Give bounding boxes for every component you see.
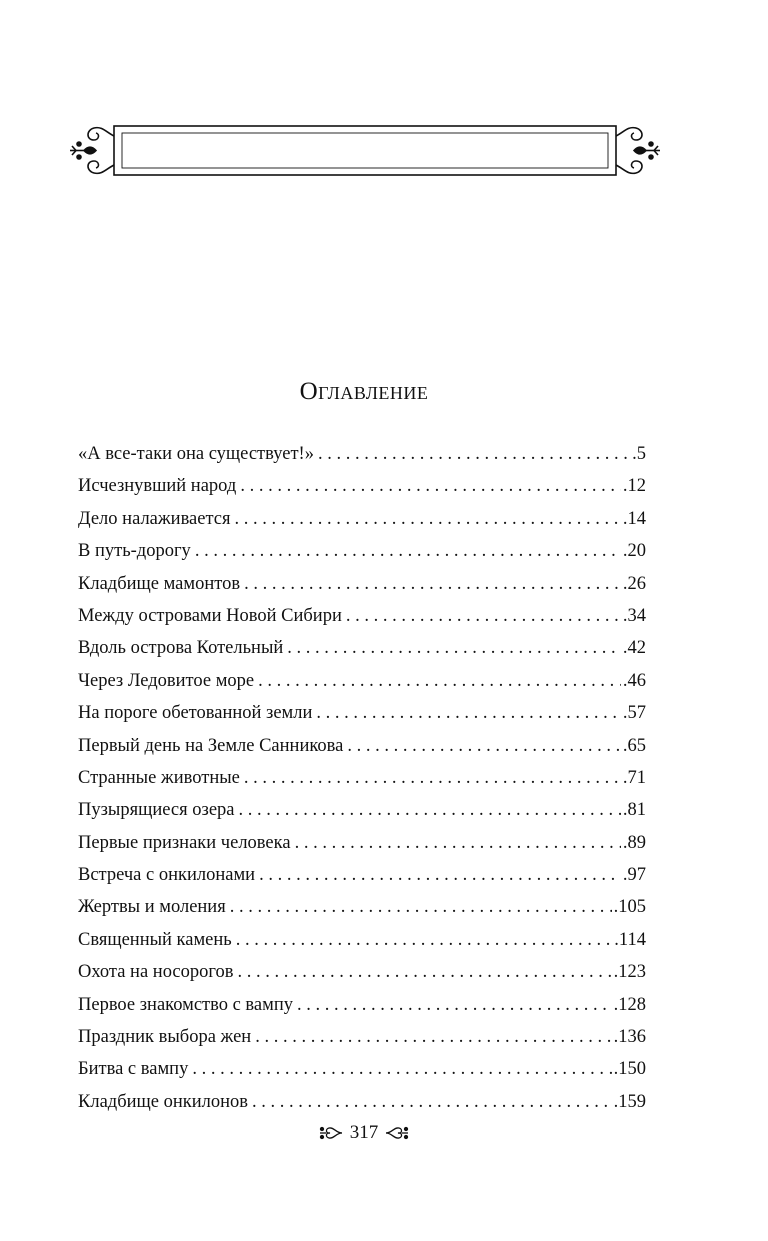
toc-entry-page: .81 bbox=[622, 800, 646, 821]
toc-entry-title: Охота на носорогов bbox=[78, 962, 234, 983]
toc-entry-title: Первый день на Земле Санникова bbox=[78, 735, 344, 756]
toc-entry-title: Исчезнувший народ bbox=[78, 476, 237, 497]
toc-entry[interactable] bbox=[78, 1053, 646, 1085]
toc-entry-page: .114 bbox=[614, 929, 646, 950]
toc-leader-dots bbox=[316, 697, 620, 729]
toc-entry[interactable] bbox=[78, 470, 646, 502]
toc-entry[interactable] bbox=[78, 535, 646, 567]
page-number: 317 bbox=[349, 1122, 379, 1143]
toc-entry-page: .46 bbox=[622, 670, 646, 691]
toc-leader-dots bbox=[239, 794, 621, 826]
toc-entry-title: Странные животные bbox=[78, 767, 240, 788]
toc-entry[interactable] bbox=[78, 859, 646, 891]
toc-entry-page: .71 bbox=[622, 767, 646, 788]
toc-leader-dots bbox=[244, 762, 621, 794]
toc-leader-dots bbox=[318, 438, 630, 470]
toc-entry-title: Кладбище мамонтов bbox=[78, 573, 241, 594]
toc-entry-title: В путь-дорогу bbox=[78, 541, 191, 562]
toc-entry[interactable] bbox=[78, 891, 646, 923]
toc-leader-dots bbox=[346, 600, 621, 632]
toc-entry-page: .34 bbox=[622, 605, 646, 626]
toc-entry-page: .65 bbox=[622, 735, 646, 756]
toc-entry-title: Первые признаки человека bbox=[78, 832, 291, 853]
toc-leader-dots bbox=[255, 1021, 611, 1053]
toc-entry-page: .42 bbox=[622, 638, 646, 659]
toc-entry[interactable] bbox=[78, 730, 646, 762]
toc-entry-title: Праздник выбора жен bbox=[78, 1027, 252, 1048]
toc-entry-title: Жертвы и моления bbox=[78, 897, 226, 918]
toc-entry-title: Встреча с онкилонами bbox=[78, 865, 256, 886]
toc-entry[interactable] bbox=[78, 956, 646, 988]
toc-entry-page: .123 bbox=[613, 962, 646, 983]
toc-leader-dots bbox=[236, 924, 613, 956]
toc-entry[interactable] bbox=[78, 503, 646, 535]
toc-entry[interactable] bbox=[78, 600, 646, 632]
toc-entry-page: .20 bbox=[622, 541, 646, 562]
toc-entry[interactable] bbox=[78, 568, 646, 600]
toc-entry-title: Дело налаживается bbox=[78, 508, 231, 529]
toc-entry-page: .89 bbox=[622, 832, 646, 853]
page-folio bbox=[0, 1122, 728, 1144]
toc-entry[interactable] bbox=[78, 438, 646, 470]
toc-entry-page: .12 bbox=[622, 476, 646, 497]
header-ornament-frame bbox=[66, 122, 664, 180]
toc-entry-title: Вдоль острова Котельный bbox=[78, 638, 284, 659]
toc-entry-title: «А все-таки она существует!» bbox=[78, 444, 314, 464]
toc-entry-title: Между островами Новой Сибири bbox=[78, 605, 342, 626]
toc-entry[interactable] bbox=[78, 762, 646, 794]
toc-entry-title: На пороге обетованной земли bbox=[78, 703, 313, 724]
toc-entry-title: Битва с вампу bbox=[78, 1059, 189, 1080]
toc-leader-dots bbox=[192, 1053, 611, 1085]
toc-leader-dots bbox=[287, 632, 621, 664]
toc-entry-page: .105 bbox=[613, 897, 646, 918]
toc-entry-title: Кладбище онкилонов bbox=[78, 1091, 248, 1112]
fleuron-right-icon bbox=[384, 1123, 410, 1143]
toc-entry-page: .5 bbox=[632, 444, 646, 464]
toc-leader-dots bbox=[244, 568, 621, 600]
toc-leader-dots bbox=[295, 827, 621, 859]
fleuron-left-icon bbox=[318, 1123, 344, 1143]
toc-entry[interactable] bbox=[78, 924, 646, 956]
toc-entry-page: .136 bbox=[613, 1027, 646, 1048]
toc-entry[interactable] bbox=[78, 989, 646, 1021]
toc-entry[interactable] bbox=[78, 632, 646, 664]
toc-entry-page: .150 bbox=[613, 1059, 646, 1080]
toc-entry[interactable] bbox=[78, 697, 646, 729]
toc-entry-title: Священный камень bbox=[78, 929, 232, 950]
toc-leader-dots bbox=[252, 1086, 612, 1118]
toc-entry[interactable] bbox=[78, 827, 646, 859]
toc-entry-page: .14 bbox=[622, 508, 646, 529]
toc-entry-page: .26 bbox=[622, 573, 646, 594]
toc-entry-page: .97 bbox=[622, 865, 646, 886]
toc-leader-dots bbox=[195, 535, 621, 567]
toc-entry[interactable] bbox=[78, 794, 646, 826]
toc-leader-dots bbox=[237, 956, 611, 988]
page-title: Оглавление bbox=[299, 378, 429, 405]
toc-entry-title: Первое знакомство с вампу bbox=[78, 994, 293, 1015]
toc-leader-dots bbox=[347, 730, 621, 762]
toc-entry[interactable] bbox=[78, 665, 646, 697]
toc-leader-dots bbox=[235, 503, 621, 535]
toc-entry[interactable] bbox=[78, 1086, 646, 1118]
toc-entry-page: .57 bbox=[622, 703, 646, 724]
toc-entry-title: Пузырящиеся озера bbox=[78, 800, 235, 821]
scroll-frame-ornament-icon bbox=[66, 122, 664, 180]
toc-leader-dots bbox=[297, 989, 612, 1021]
table-of-contents bbox=[78, 438, 646, 1118]
toc-entry-page: .128 bbox=[613, 994, 646, 1015]
toc-entry[interactable] bbox=[78, 1021, 646, 1053]
toc-leader-dots bbox=[230, 891, 612, 923]
toc-leader-dots bbox=[259, 859, 621, 891]
toc-entry-page: .159 bbox=[613, 1091, 646, 1112]
toc-leader-dots bbox=[258, 665, 621, 697]
toc-entry-title: Через Ледовитое море bbox=[78, 670, 255, 691]
toc-leader-dots bbox=[240, 470, 621, 502]
